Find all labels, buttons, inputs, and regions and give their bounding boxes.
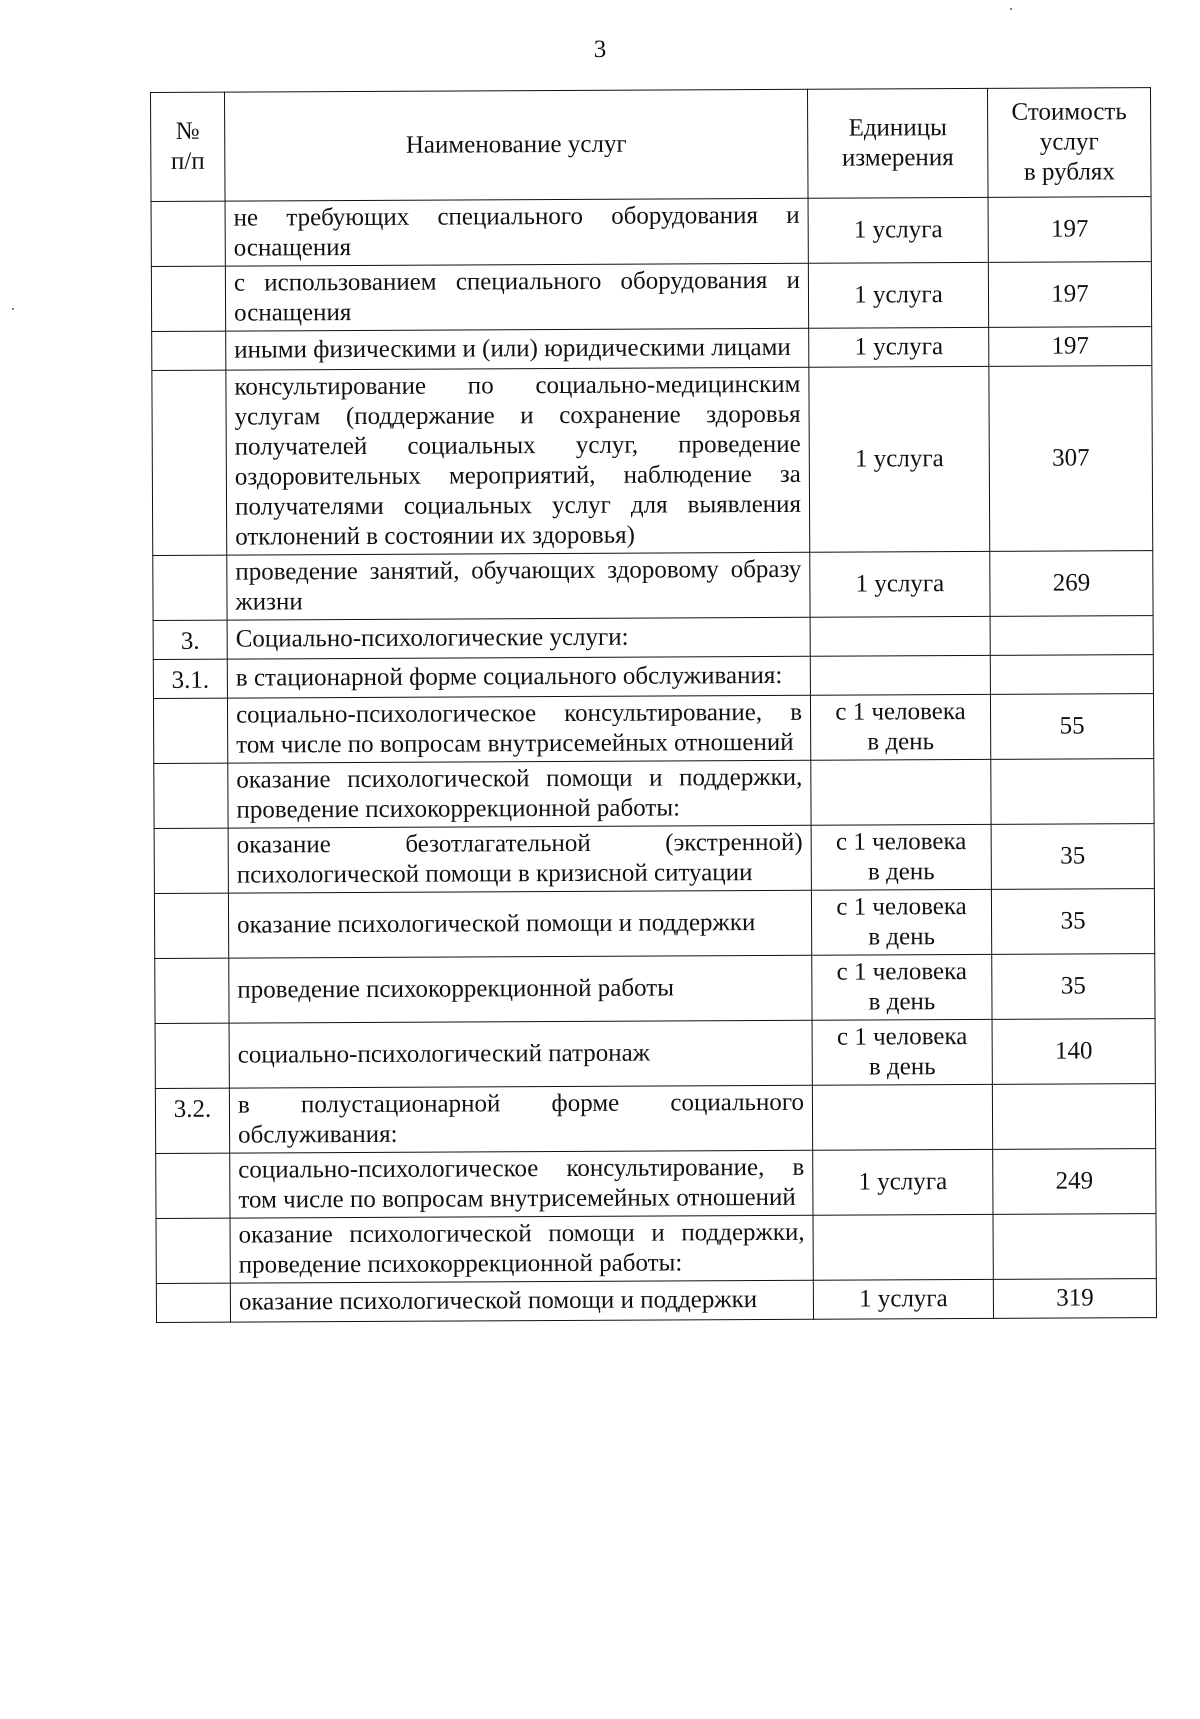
unit-cell: с 1 человека в день — [812, 954, 992, 1020]
row-number-cell — [152, 370, 227, 555]
row-number-cell: 3.2. — [155, 1088, 229, 1153]
table-row — [151, 262, 1151, 332]
table-row — [154, 824, 1154, 894]
service-name-cell: в стационарной форме социального обслуживания: — [227, 656, 810, 698]
price-cell: 269 — [990, 551, 1153, 617]
service-name-cell: оказание психологической помощи и поддержки — [228, 890, 811, 958]
header-name: Наименование услуг — [225, 89, 809, 201]
service-name-cell: оказание психологической помощи и поддержки, проведение психокоррекционной работы: — [230, 1215, 813, 1283]
page-number: 3 — [593, 36, 607, 63]
price-cell — [993, 1214, 1156, 1280]
table-row — [153, 551, 1153, 621]
unit-cell — [812, 1084, 992, 1150]
service-name-cell: социально-психологическое консультирование, в том числе по вопросам внутрисемейных отношений — [230, 1150, 813, 1218]
table-header — [151, 88, 1152, 202]
unit-cell: с 1 человека в день — [811, 824, 991, 890]
row-number-cell — [153, 698, 227, 763]
unit-cell — [811, 759, 991, 825]
table-row — [156, 1279, 1156, 1323]
unit-cell — [813, 1214, 993, 1280]
price-cell: 35 — [992, 954, 1155, 1020]
unit-cell: с 1 человека в день — [812, 1019, 992, 1085]
service-name-cell: с использованием специального оборудования и оснащения — [225, 263, 808, 331]
service-name-cell: иными физическими и (или) юридическими лицами — [226, 328, 809, 370]
unit-cell: 1 услуга — [808, 262, 988, 328]
price-cell: 55 — [990, 694, 1153, 760]
table-row — [155, 954, 1155, 1024]
unit-cell — [810, 616, 990, 656]
row-number-cell — [156, 1218, 230, 1283]
price-cell: 35 — [991, 889, 1154, 955]
service-name-cell: проведение психокоррекционной работы — [229, 955, 812, 1023]
price-cell: 249 — [993, 1149, 1156, 1215]
row-number-cell — [151, 201, 225, 266]
price-cell: 140 — [992, 1019, 1155, 1085]
price-cell — [990, 616, 1153, 656]
header-unit: Единицы измерения — [807, 88, 988, 198]
row-number-cell — [153, 555, 227, 620]
unit-cell: 1 услуга — [809, 327, 989, 367]
table-row — [151, 197, 1151, 267]
table-body — [151, 197, 1156, 1323]
row-number-cell: 3.1. — [153, 659, 227, 698]
services-price-table — [150, 87, 1157, 1323]
scan-speck — [12, 308, 14, 310]
scan-speck — [1010, 8, 1012, 10]
service-name-cell: проведение занятий, обучающих здоровому образу жизни — [227, 552, 810, 620]
row-number-cell — [156, 1153, 230, 1218]
header-num: № п/п — [151, 92, 226, 201]
row-number-cell — [156, 1283, 230, 1322]
price-cell: 197 — [988, 262, 1151, 328]
service-name-cell: Социально-психологические услуги: — [227, 617, 810, 659]
price-cell: 35 — [991, 824, 1154, 890]
service-name-cell: оказание психологической помощи и поддержки, проведение психокоррекционной работы: — [228, 760, 811, 828]
header-row — [151, 88, 1152, 202]
row-number-cell — [155, 958, 229, 1023]
row-number-cell — [154, 893, 228, 958]
table-row — [154, 759, 1154, 829]
unit-cell: с 1 человека в день — [811, 889, 991, 955]
table-row — [153, 694, 1153, 764]
table-row — [153, 616, 1153, 660]
service-name-cell: социально-психологическое консультирование, в том числе по вопросам внутрисемейных отношений — [227, 695, 810, 763]
unit-cell: 1 услуга — [808, 197, 988, 263]
service-name-cell: в полустационарной форме социального обслуживания: — [229, 1085, 812, 1153]
unit-cell: 1 услуга — [813, 1149, 993, 1215]
unit-cell — [810, 655, 990, 695]
row-number-cell — [154, 828, 228, 893]
price-cell: 197 — [989, 327, 1152, 367]
table-row — [154, 889, 1154, 959]
table-row — [155, 1084, 1155, 1154]
table-row — [152, 366, 1153, 556]
service-name-cell: социально-психологический патронаж — [229, 1020, 812, 1088]
service-name-cell: консультирование по социально-медицинским услугам (поддержание и сохранение здоровья получателей социальных услуг, проведение оздоровительных мероприятий, наблюдение за получателями социальных услуг для выявления отклонений в состоянии их здоровья) — [226, 367, 810, 555]
row-number-cell: 3. — [153, 620, 227, 659]
price-cell — [992, 1084, 1155, 1150]
table-row — [155, 1019, 1155, 1089]
row-number-cell — [154, 763, 228, 828]
unit-cell: 1 услуга — [813, 1279, 993, 1319]
unit-cell: с 1 человека в день — [810, 694, 990, 760]
price-cell: 197 — [988, 197, 1151, 263]
service-name-cell: оказание психологической помощи и поддержки — [230, 1280, 813, 1322]
unit-cell: 1 услуга — [809, 366, 990, 552]
price-cell — [990, 655, 1153, 695]
header-price: Стоимость услуг в рублях — [987, 88, 1151, 198]
row-number-cell — [152, 331, 226, 370]
row-number-cell — [155, 1023, 229, 1088]
service-name-cell: оказание безотлагательной (экстренной) психологической помощи в кризисной ситуации — [228, 825, 811, 893]
table-row — [152, 327, 1152, 371]
row-number-cell — [151, 266, 225, 331]
price-cell — [991, 759, 1154, 825]
unit-cell: 1 услуга — [810, 551, 990, 617]
price-cell: 307 — [989, 366, 1153, 552]
table-row — [156, 1149, 1156, 1219]
service-name-cell: не требующих специального оборудования и оснащения — [225, 198, 808, 266]
price-cell: 319 — [993, 1279, 1156, 1319]
table-row — [156, 1214, 1156, 1284]
table-row — [153, 655, 1153, 699]
